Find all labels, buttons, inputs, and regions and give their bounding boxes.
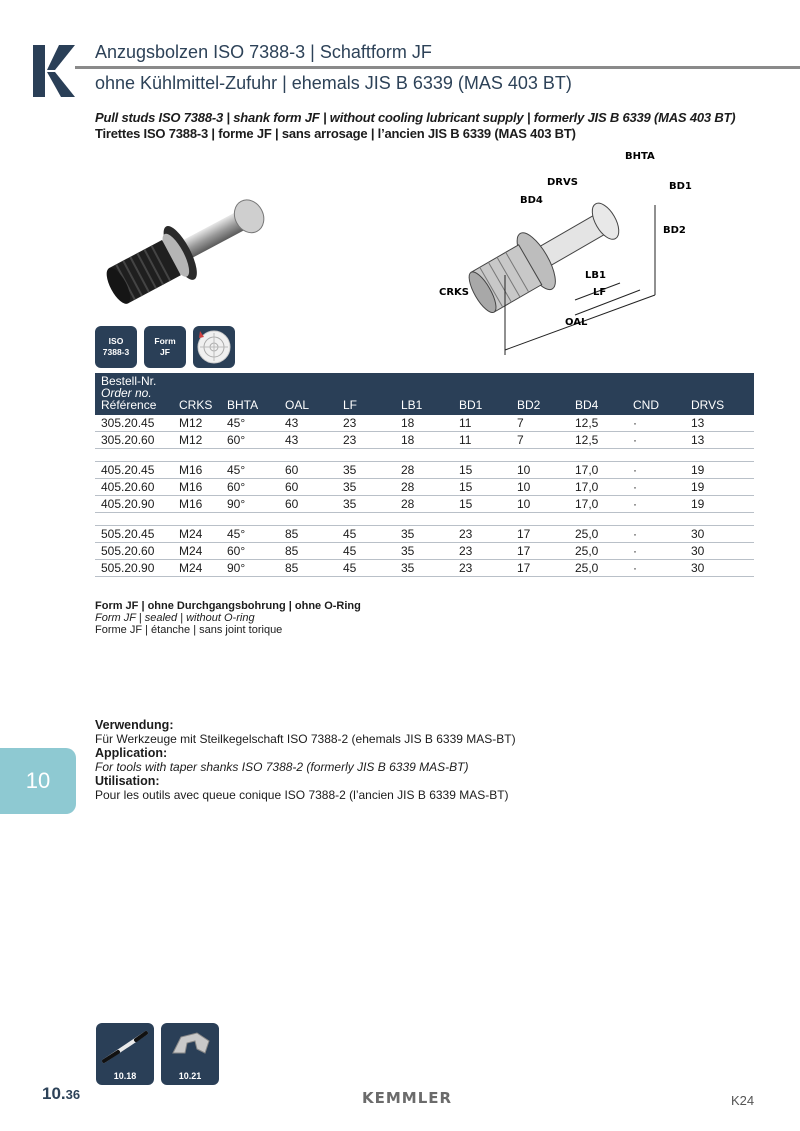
value-cell: 15 [453, 496, 511, 513]
value-cell: 19 [685, 496, 754, 513]
table-row [95, 543, 754, 560]
value-cell: · [627, 479, 685, 496]
pull-stud-photo [90, 190, 290, 310]
value-cell: M16 [173, 479, 221, 496]
page-major: 10. [42, 1084, 66, 1103]
table-row [95, 496, 754, 513]
page-number [42, 1084, 80, 1104]
value-cell: · [627, 543, 685, 560]
note-en: Form JF | sealed | without O-ring [95, 612, 255, 624]
svg-text:BHTA: BHTA [625, 151, 655, 162]
value-cell: 11 [453, 415, 511, 432]
value-cell: 60° [221, 432, 279, 449]
usage-text-fr: Pour les outils avec queue conique ISO 7388-2 (l’ancien JIS B 6339 MAS-BT) [95, 788, 509, 802]
value-cell: 60° [221, 479, 279, 496]
value-cell: 13 [685, 415, 754, 432]
value-cell: 85 [279, 543, 337, 560]
col-bd2: BD2 [511, 373, 569, 415]
value-cell: 60 [279, 479, 337, 496]
svg-text:BD4: BD4 [520, 195, 543, 206]
table-row [95, 560, 754, 577]
value-cell: 10 [511, 479, 569, 496]
badge-line: ISO [108, 336, 124, 346]
badge-iso-7388-3 [95, 326, 137, 368]
accessory-torque-wrench[interactable] [96, 1023, 154, 1085]
value-cell: 7 [511, 432, 569, 449]
value-cell: M16 [173, 462, 221, 479]
order-number-cell: 305.20.60 [95, 432, 173, 449]
usage-heading-fr: Utilisation: [95, 774, 160, 788]
col-crks: CRKS [173, 373, 221, 415]
value-cell: · [627, 526, 685, 543]
value-cell: 43 [279, 415, 337, 432]
value-cell: 45 [337, 560, 395, 577]
value-cell: 60° [221, 543, 279, 560]
svg-text:LF: LF [593, 287, 607, 298]
badge-form-jf [144, 326, 186, 368]
value-cell: 90° [221, 560, 279, 577]
value-cell: 35 [337, 479, 395, 496]
value-cell: 28 [395, 496, 453, 513]
table-row [95, 432, 754, 449]
value-cell: 12,5 [569, 432, 627, 449]
page-subtitle-de: ohne Kühlmittel-Zufuhr | ehemals JIS B 6339 (MAS 403 BT) [95, 73, 572, 93]
value-cell: 7 [511, 415, 569, 432]
value-cell: M24 [173, 560, 221, 577]
value-cell: 15 [453, 462, 511, 479]
value-cell: 23 [453, 543, 511, 560]
table-row [95, 526, 754, 543]
col-lf: LF [337, 373, 395, 415]
value-cell: 19 [685, 479, 754, 496]
page-minor: 36 [65, 1087, 81, 1102]
value-cell: 85 [279, 560, 337, 577]
value-cell: 45 [337, 526, 395, 543]
col-bd4: BD4 [569, 373, 627, 415]
order-number-cell: 305.20.45 [95, 415, 173, 432]
table-body [95, 415, 754, 577]
value-cell: 30 [685, 526, 754, 543]
usage-text-de: Für Werkzeuge mit Steilkegelschaft ISO 7388-2 (ehemals JIS B 6339 MAS-BT) [95, 732, 516, 746]
value-cell: 12,5 [569, 415, 627, 432]
value-cell: 11 [453, 432, 511, 449]
value-cell: · [627, 560, 685, 577]
value-cell: 18 [395, 432, 453, 449]
svg-text:LB1: LB1 [585, 270, 606, 281]
value-cell: 23 [337, 432, 395, 449]
value-cell: 25,0 [569, 526, 627, 543]
usage-heading-en: Application: [95, 746, 168, 760]
order-number-cell: 405.20.45 [95, 462, 173, 479]
value-cell: M12 [173, 415, 221, 432]
svg-text:BD1: BD1 [669, 181, 692, 192]
value-cell: 35 [395, 526, 453, 543]
col-bd1: BD1 [453, 373, 511, 415]
sealed-target-icon [195, 328, 233, 366]
header-rule [75, 66, 800, 69]
value-cell: 45° [221, 462, 279, 479]
value-cell: 25,0 [569, 543, 627, 560]
col-oal: OAL [279, 373, 337, 415]
kemmler-k-logo-icon [33, 45, 77, 97]
value-cell: 13 [685, 432, 754, 449]
value-cell: 28 [395, 462, 453, 479]
value-cell: 17,0 [569, 462, 627, 479]
badge-line: Form [154, 336, 176, 346]
order-number-cell: 405.20.90 [95, 496, 173, 513]
header-fr: Référence [101, 398, 157, 412]
spacer-cell [95, 449, 754, 462]
value-cell: M12 [173, 432, 221, 449]
value-cell: 90° [221, 496, 279, 513]
value-cell: · [627, 432, 685, 449]
table-row [95, 479, 754, 496]
group-spacer [95, 449, 754, 462]
value-cell: 23 [453, 526, 511, 543]
value-cell: 35 [337, 462, 395, 479]
subtitle-english: Pull studs ISO 7388-3 | shank form JF | without cooling lubricant supply | formerly JIS B 6339 (MAS 403 BT) [95, 110, 736, 125]
table-row [95, 415, 754, 432]
accessory-open-end-wrench[interactable] [161, 1023, 219, 1085]
value-cell: 43 [279, 432, 337, 449]
value-cell: 10 [511, 496, 569, 513]
col-bhta: BHTA [221, 373, 279, 415]
usage-text-en: For tools with taper shanks ISO 7388-2 (formerly JIS B 6339 MAS-BT) [95, 760, 469, 774]
technical-drawing [425, 145, 705, 360]
value-cell: 85 [279, 526, 337, 543]
badge-line: JF [160, 347, 170, 357]
pull-stud-table [95, 373, 754, 577]
col-order-no [95, 373, 173, 415]
order-number-cell: 505.20.60 [95, 543, 173, 560]
value-cell: 35 [395, 560, 453, 577]
header-en: Order no. [101, 386, 152, 400]
value-cell: 60 [279, 462, 337, 479]
usage-heading-de: Verwendung: [95, 718, 174, 732]
page-title: Anzugsbolzen ISO 7388-3 | Schaftform JF [95, 42, 432, 62]
value-cell: · [627, 415, 685, 432]
catalog-code: K24 [731, 1093, 755, 1108]
value-cell: 23 [453, 560, 511, 577]
value-cell: 45° [221, 526, 279, 543]
table-row [95, 462, 754, 479]
value-cell: 35 [337, 496, 395, 513]
value-cell: 17 [511, 560, 569, 577]
value-cell: · [627, 496, 685, 513]
badge-line: 7388-3 [102, 347, 130, 357]
value-cell: 45 [337, 543, 395, 560]
value-cell: 30 [685, 560, 754, 577]
value-cell: 19 [685, 462, 754, 479]
group-spacer [95, 513, 754, 526]
value-cell: M16 [173, 496, 221, 513]
value-cell: · [627, 462, 685, 479]
value-cell: 25,0 [569, 560, 627, 577]
value-cell: M24 [173, 543, 221, 560]
value-cell: 18 [395, 415, 453, 432]
svg-text:BD2: BD2 [663, 225, 686, 236]
value-cell: 17,0 [569, 496, 627, 513]
torque-wrench-icon [96, 1023, 154, 1067]
table-header-row [95, 373, 754, 415]
order-number-cell: 505.20.45 [95, 526, 173, 543]
accessory-label: 10.21 [178, 1071, 202, 1081]
value-cell: 35 [395, 543, 453, 560]
value-cell: 30 [685, 543, 754, 560]
note-fr: Forme JF | étanche | sans joint torique [95, 624, 283, 636]
col-cnd: CND [627, 373, 685, 415]
value-cell: 45° [221, 415, 279, 432]
svg-text:OAL: OAL [565, 317, 588, 328]
brand-wordmark: KEMMLER [362, 1089, 453, 1107]
header-de: Bestell-Nr. [101, 374, 157, 388]
order-number-cell: 505.20.90 [95, 560, 173, 577]
badge-sealed [193, 326, 235, 368]
subtitle-french: Tirettes ISO 7388-3 | forme JF | sans arrosage | l’ancien JIS B 6339 (MAS 403 BT) [95, 126, 576, 141]
open-end-wrench-icon [161, 1023, 219, 1067]
value-cell: 17 [511, 543, 569, 560]
chapter-tab[interactable]: 10 [0, 748, 76, 814]
note-de: Form JF | ohne Durchgangsbohrung | ohne O-Ring [95, 600, 361, 612]
value-cell: 17 [511, 526, 569, 543]
order-number-cell: 405.20.60 [95, 479, 173, 496]
svg-text:CRKS: CRKS [439, 287, 469, 298]
col-drvs: DRVS [685, 373, 754, 415]
svg-text:DRVS: DRVS [547, 177, 578, 188]
usage-section [95, 718, 516, 802]
col-lb1: LB1 [395, 373, 453, 415]
value-cell: 15 [453, 479, 511, 496]
value-cell: 28 [395, 479, 453, 496]
value-cell: 17,0 [569, 479, 627, 496]
value-cell: 23 [337, 415, 395, 432]
value-cell: 10 [511, 462, 569, 479]
spacer-cell [95, 513, 754, 526]
accessory-label: 10.18 [113, 1071, 137, 1081]
value-cell: M24 [173, 526, 221, 543]
value-cell: 60 [279, 496, 337, 513]
form-note [95, 600, 361, 636]
